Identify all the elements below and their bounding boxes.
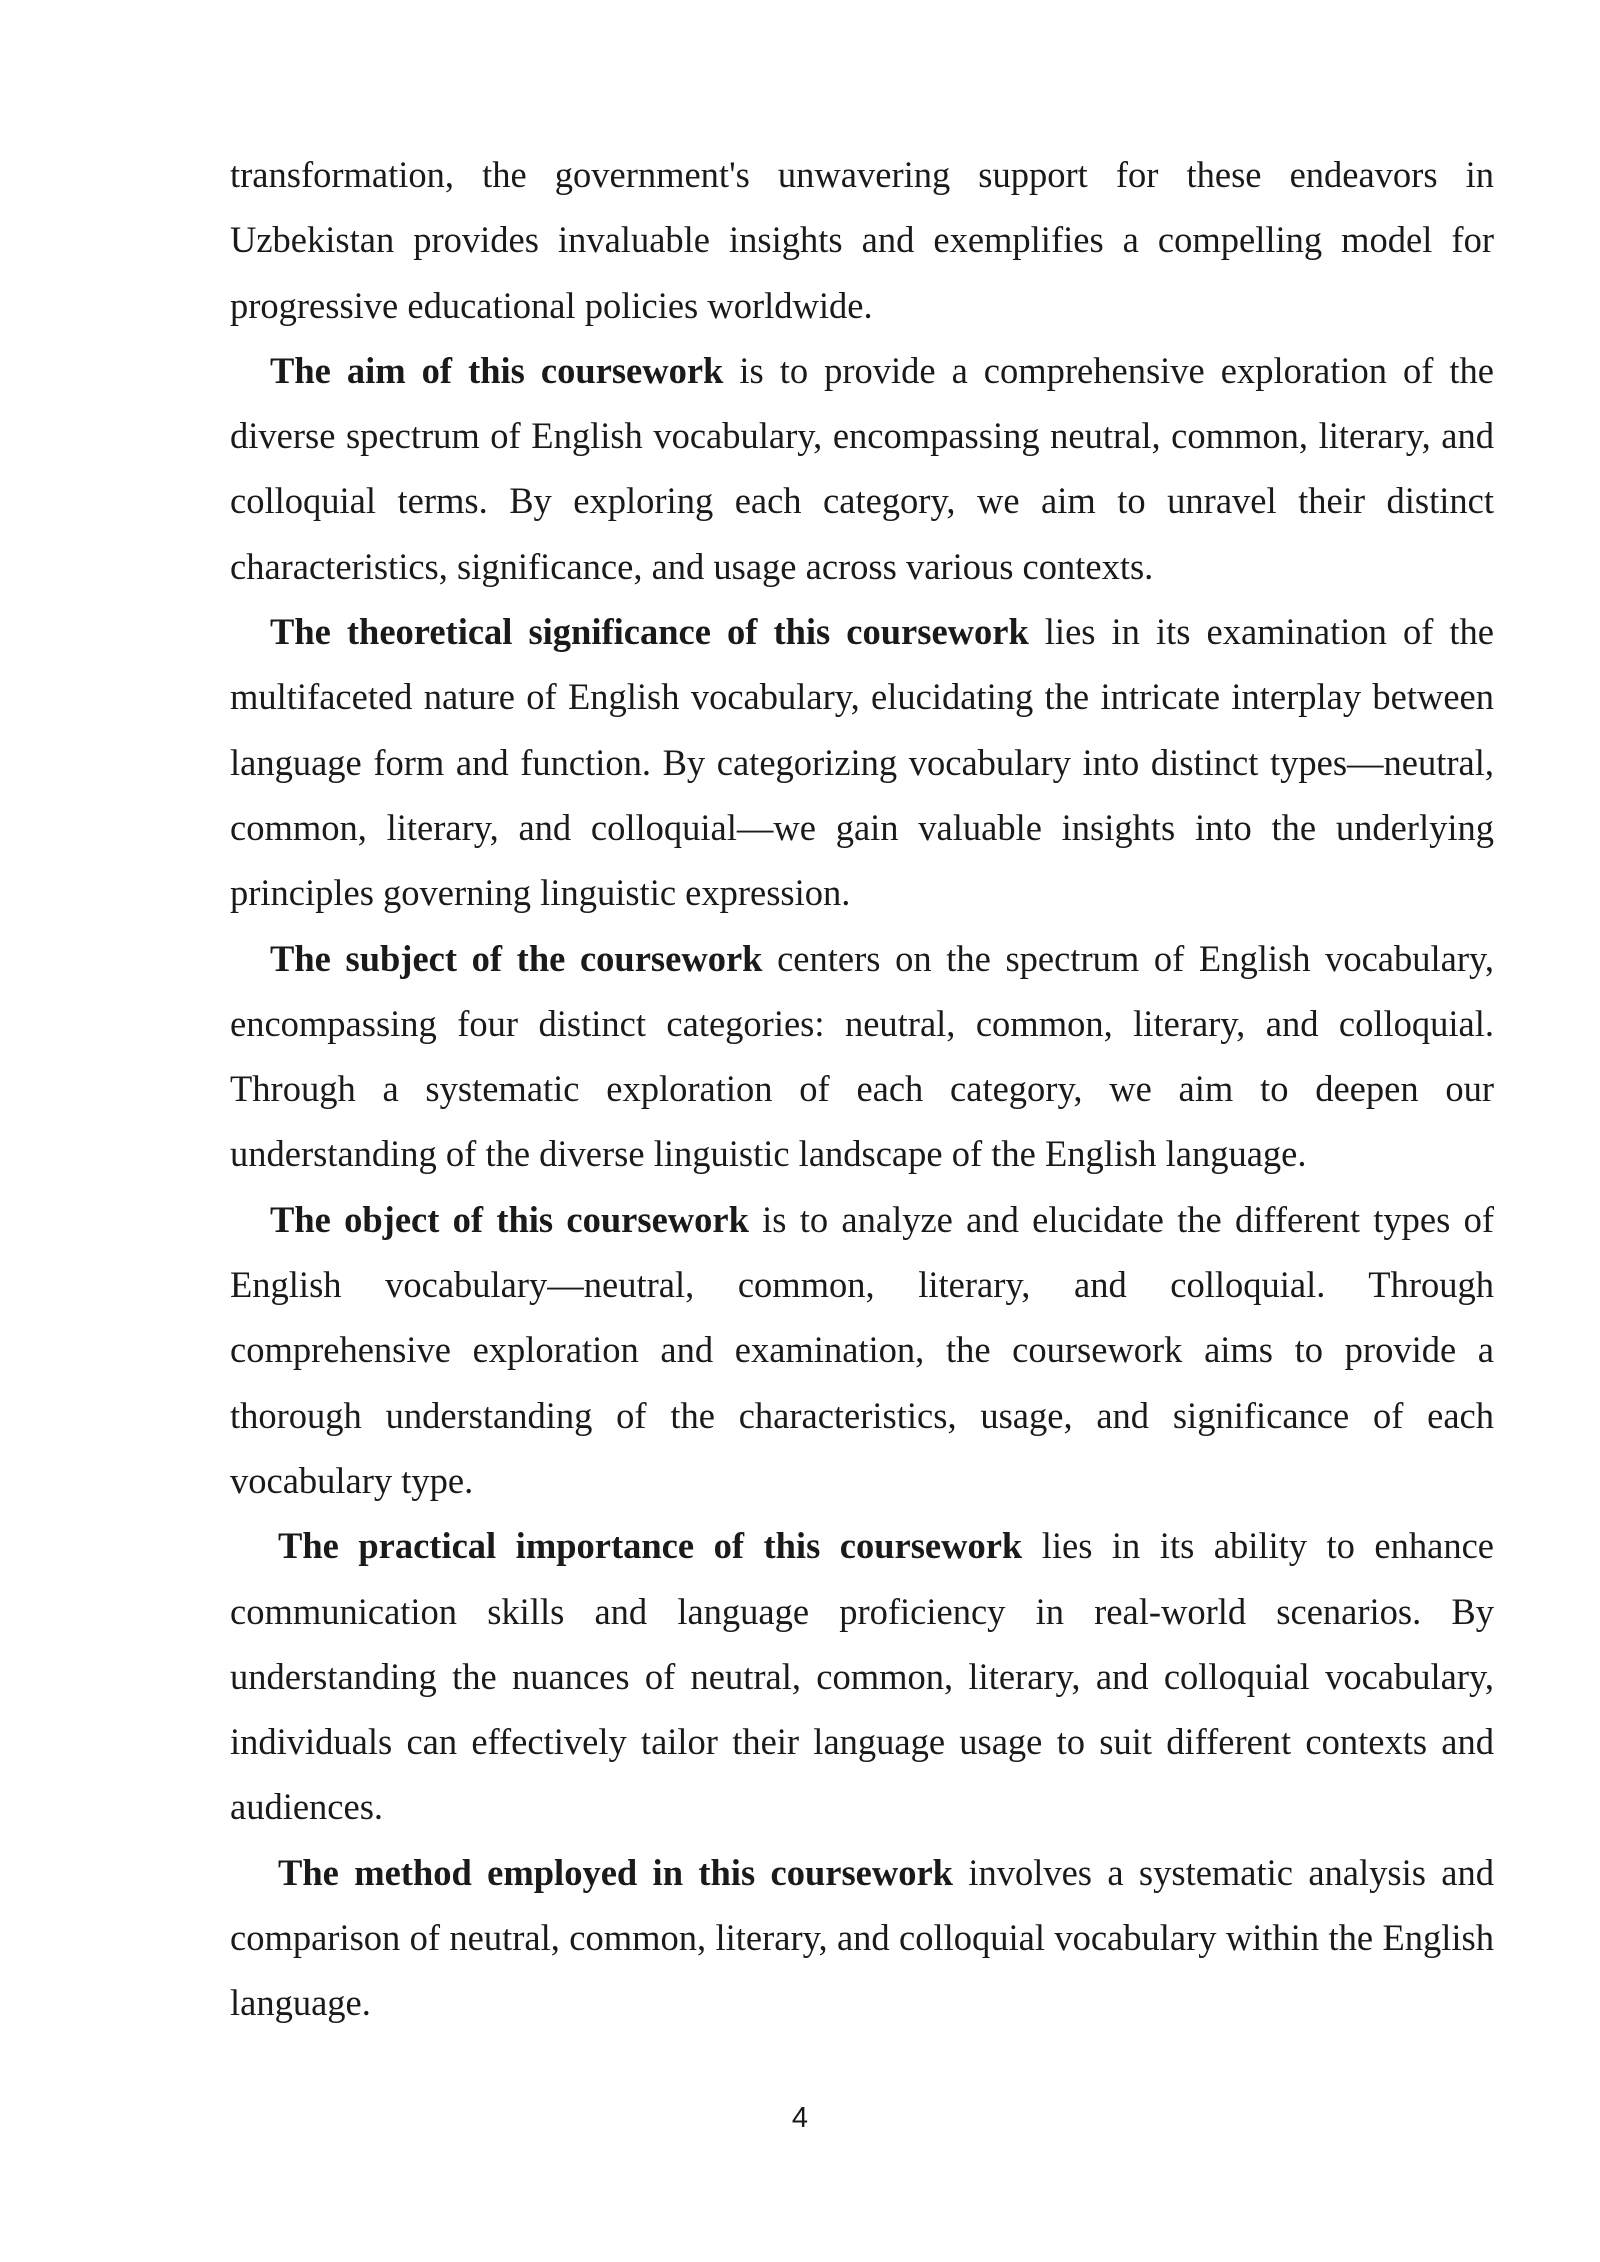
paragraph-object	[230, 1187, 1494, 1513]
paragraph-text-method: involves a systematic analysis and comparison of neutral, common, literary, and colloquial vocabulary within the English language.	[230, 1851, 1494, 2024]
paragraph-aim	[230, 338, 1494, 599]
paragraph-text-object: is to analyze and elucidate the different types of English vocabulary—neutral, common, literary, and colloquial. Through comprehensive exploration and examination, the coursework aims to provide a thorough understanding of the characteristics, usage, and significance of each vocabulary type.	[230, 1198, 1494, 1501]
paragraph-text-theoretical-significance: lies in its examination of the multifaceted nature of English vocabulary, elucidating the intricate interplay between language form and function. By categorizing vocabulary into distinct types—neutral, common, literary, and colloquial—we gain valuable insights into the underlying principles governing linguistic expression.	[230, 611, 1494, 914]
paragraph-lead-theoretical-significance: The theoretical significance of this coursework	[270, 611, 1029, 653]
paragraph-subject	[230, 926, 1494, 1187]
paragraph-lead-subject: The subject of the coursework	[270, 937, 763, 979]
paragraph-lead-aim: The aim of this coursework	[270, 349, 724, 391]
page-number: 4	[791, 2102, 809, 2134]
paragraph-lead-object: The object of this coursework	[270, 1198, 749, 1240]
paragraph-lead-practical-importance: The practical importance of this coursework	[278, 1525, 1023, 1567]
paragraph-practical-importance	[230, 1513, 1494, 1839]
paragraph-text-practical-importance: lies in its ability to enhance communication skills and language proficiency in real-world scenarios. By understanding the nuances of neutral, common, literary, and colloquial vocabulary, individuals can effectively tailor their language usage to suit different contexts and audiences.	[230, 1525, 1494, 1828]
paragraph-theoretical-significance	[230, 599, 1494, 925]
paragraph-text: transformation, the government's unwavering support for these endeavors in Uzbekistan provides invaluable insights and exemplifies a compelling model for progressive educational policies worldwide.	[230, 154, 1494, 326]
paragraph-continuation	[230, 142, 1494, 338]
paragraph-method	[230, 1840, 1494, 2036]
paragraph-text-aim: is to provide a comprehensive exploration of the diverse spectrum of English vocabulary, encompassing neutral, common, literary, and colloquial terms. By exploring each category, we aim to unravel their distinct characteristics, significance, and usage across various contexts.	[230, 349, 1494, 587]
document-body	[230, 142, 1494, 2036]
paragraph-lead-method: The method employed in this coursework	[278, 1851, 953, 1893]
paragraph-text-subject: centers on the spectrum of English vocabulary, encompassing four distinct categories: neutral, common, literary, and colloquial. Through a systematic exploration of each category, we aim to deepen our understanding of the diverse linguistic landscape of the English language.	[230, 937, 1495, 1175]
